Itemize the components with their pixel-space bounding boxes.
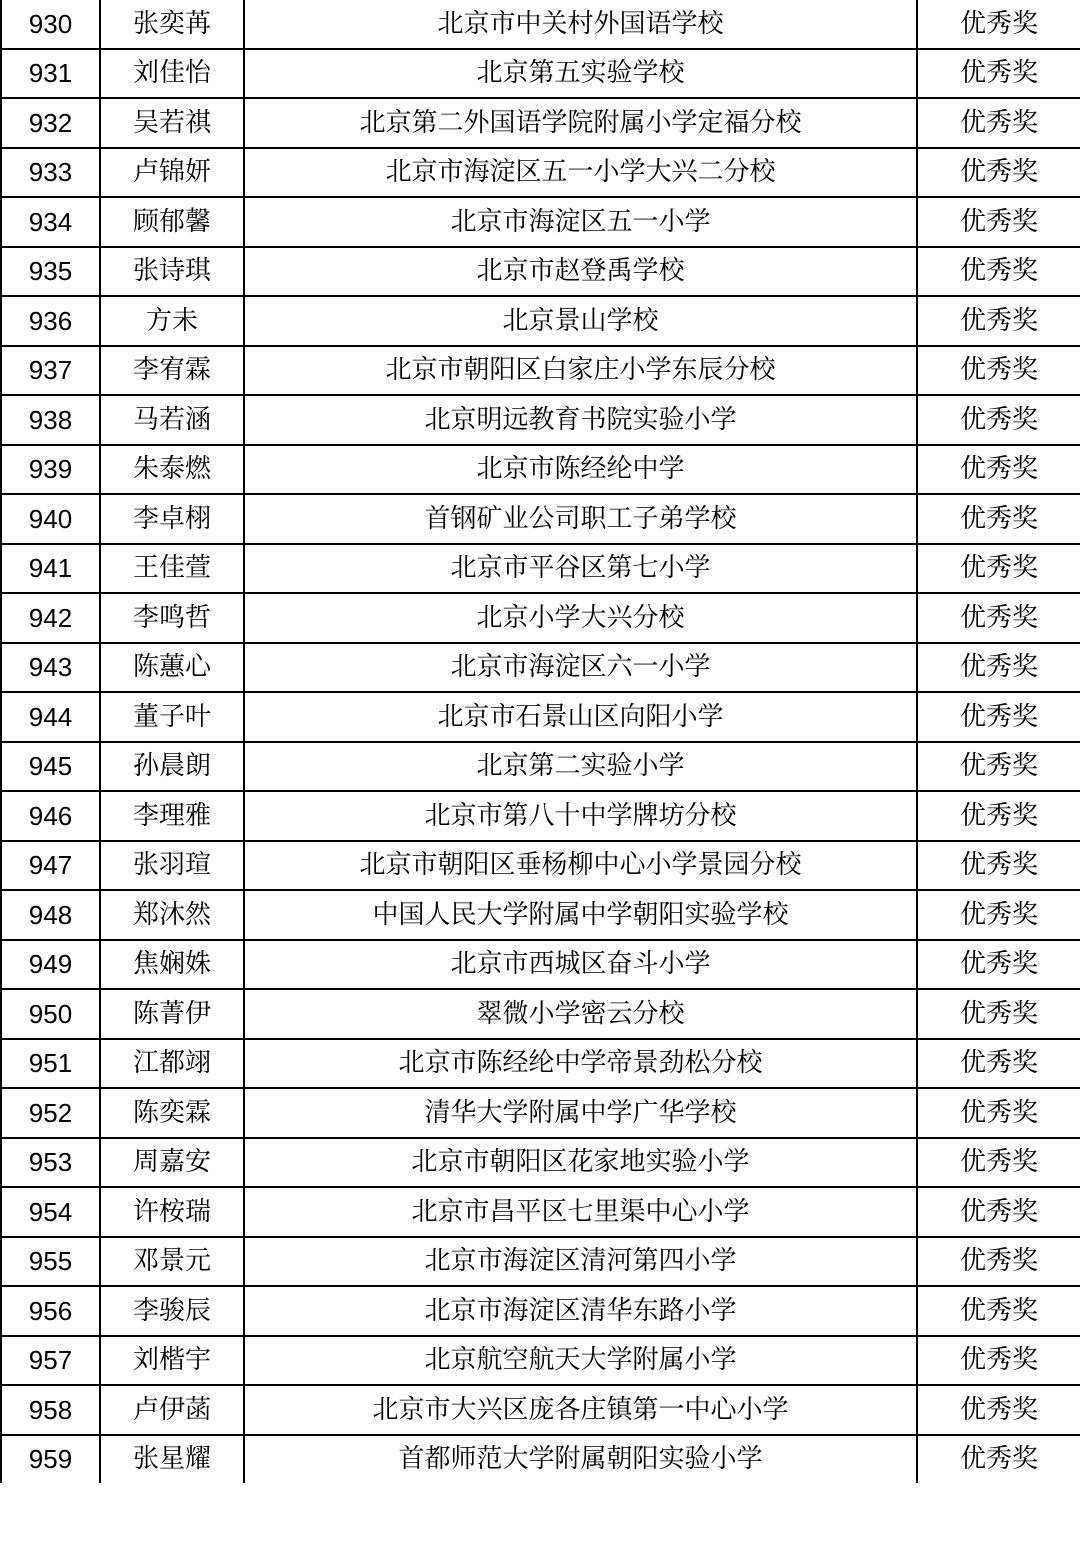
student-name-cell: 李宥霖 — [100, 346, 244, 396]
table-row — [1, 989, 1080, 1039]
award-level-cell: 优秀奖 — [917, 841, 1080, 891]
school-name-cell: 北京市平谷区第七小学 — [244, 544, 917, 594]
award-level-cell: 优秀奖 — [917, 494, 1080, 544]
serial-number-cell: 948 — [1, 890, 100, 940]
student-name-cell: 吴若祺 — [100, 98, 244, 148]
school-name-cell: 中国人民大学附属中学朝阳实验学校 — [244, 890, 917, 940]
serial-number-cell: 953 — [1, 1138, 100, 1188]
student-name-cell: 邓景元 — [100, 1237, 244, 1287]
student-name-cell: 方未 — [100, 296, 244, 346]
serial-number-cell: 954 — [1, 1187, 100, 1237]
award-level-cell: 优秀奖 — [917, 1138, 1080, 1188]
serial-number-cell: 932 — [1, 98, 100, 148]
serial-number-cell: 959 — [1, 1435, 100, 1484]
serial-number-cell: 942 — [1, 593, 100, 643]
student-name-cell: 李鸣哲 — [100, 593, 244, 643]
table-row — [1, 742, 1080, 792]
student-name-cell: 马若涵 — [100, 395, 244, 445]
school-name-cell: 首都师范大学附属朝阳实验小学 — [244, 1435, 917, 1484]
school-name-cell: 北京市朝阳区白家庄小学东辰分校 — [244, 346, 917, 396]
table-row — [1, 98, 1080, 148]
award-level-cell: 优秀奖 — [917, 445, 1080, 495]
table-row — [1, 49, 1080, 99]
school-name-cell: 北京市朝阳区垂杨柳中心小学景园分校 — [244, 841, 917, 891]
serial-number-cell: 955 — [1, 1237, 100, 1287]
serial-number-cell: 950 — [1, 989, 100, 1039]
student-name-cell: 李骏辰 — [100, 1286, 244, 1336]
award-level-cell: 优秀奖 — [917, 643, 1080, 693]
award-level-cell: 优秀奖 — [917, 1286, 1080, 1336]
award-level-cell: 优秀奖 — [917, 742, 1080, 792]
award-level-cell: 优秀奖 — [917, 1435, 1080, 1484]
student-name-cell: 孙晨朗 — [100, 742, 244, 792]
school-name-cell: 北京市海淀区五一小学 — [244, 197, 917, 247]
student-name-cell: 江都翊 — [100, 1039, 244, 1089]
serial-number-cell: 949 — [1, 940, 100, 990]
serial-number-cell: 940 — [1, 494, 100, 544]
serial-number-cell: 956 — [1, 1286, 100, 1336]
student-name-cell: 李理雅 — [100, 791, 244, 841]
table-row — [1, 296, 1080, 346]
award-level-cell: 优秀奖 — [917, 593, 1080, 643]
table-row — [1, 1286, 1080, 1336]
table-row — [1, 890, 1080, 940]
school-name-cell: 翠微小学密云分校 — [244, 989, 917, 1039]
student-name-cell: 卢锦妍 — [100, 148, 244, 198]
table-row — [1, 445, 1080, 495]
table-row — [1, 494, 1080, 544]
student-name-cell: 张星耀 — [100, 1435, 244, 1484]
school-name-cell: 北京第二外国语学院附属小学定福分校 — [244, 98, 917, 148]
award-level-cell: 优秀奖 — [917, 148, 1080, 198]
table-row — [1, 1435, 1080, 1484]
student-name-cell: 陈蕙心 — [100, 643, 244, 693]
school-name-cell: 北京市海淀区清河第四小学 — [244, 1237, 917, 1287]
school-name-cell: 北京市大兴区庞各庄镇第一中心小学 — [244, 1385, 917, 1435]
serial-number-cell: 946 — [1, 791, 100, 841]
serial-number-cell: 957 — [1, 1336, 100, 1386]
award-level-cell: 优秀奖 — [917, 1336, 1080, 1386]
award-level-cell: 优秀奖 — [917, 989, 1080, 1039]
school-name-cell: 清华大学附属中学广华学校 — [244, 1088, 917, 1138]
school-name-cell: 北京第五实验学校 — [244, 49, 917, 99]
table-row — [1, 197, 1080, 247]
school-name-cell: 北京市石景山区向阳小学 — [244, 692, 917, 742]
serial-number-cell: 936 — [1, 296, 100, 346]
award-level-cell: 优秀奖 — [917, 1039, 1080, 1089]
student-name-cell: 顾郁馨 — [100, 197, 244, 247]
table-row — [1, 346, 1080, 396]
award-level-cell: 优秀奖 — [917, 98, 1080, 148]
table-row — [1, 643, 1080, 693]
award-level-cell: 优秀奖 — [917, 544, 1080, 594]
student-name-cell: 李卓栩 — [100, 494, 244, 544]
table-row — [1, 1138, 1080, 1188]
award-level-cell: 优秀奖 — [917, 890, 1080, 940]
serial-number-cell: 933 — [1, 148, 100, 198]
table-row — [1, 0, 1080, 49]
school-name-cell: 北京市中关村外国语学校 — [244, 0, 917, 49]
table-row — [1, 1336, 1080, 1386]
table-row — [1, 395, 1080, 445]
school-name-cell: 北京航空航天大学附属小学 — [244, 1336, 917, 1386]
award-level-cell: 优秀奖 — [917, 296, 1080, 346]
table-row — [1, 1187, 1080, 1237]
school-name-cell: 北京市海淀区六一小学 — [244, 643, 917, 693]
table-row — [1, 1385, 1080, 1435]
serial-number-cell: 939 — [1, 445, 100, 495]
student-name-cell: 张羽瑄 — [100, 841, 244, 891]
table-row — [1, 544, 1080, 594]
student-name-cell: 周嘉安 — [100, 1138, 244, 1188]
award-level-cell: 优秀奖 — [917, 791, 1080, 841]
table-row — [1, 247, 1080, 297]
student-name-cell: 许桉瑞 — [100, 1187, 244, 1237]
student-name-cell: 张诗琪 — [100, 247, 244, 297]
award-level-cell: 优秀奖 — [917, 197, 1080, 247]
award-level-cell: 优秀奖 — [917, 346, 1080, 396]
table-row — [1, 1237, 1080, 1287]
award-level-cell: 优秀奖 — [917, 1088, 1080, 1138]
serial-number-cell: 947 — [1, 841, 100, 891]
table-row — [1, 940, 1080, 990]
school-name-cell: 首钢矿业公司职工子弟学校 — [244, 494, 917, 544]
award-level-cell: 优秀奖 — [917, 395, 1080, 445]
serial-number-cell: 941 — [1, 544, 100, 594]
serial-number-cell: 958 — [1, 1385, 100, 1435]
table-row — [1, 1088, 1080, 1138]
serial-number-cell: 937 — [1, 346, 100, 396]
table-row — [1, 692, 1080, 742]
student-name-cell: 董子叶 — [100, 692, 244, 742]
student-name-cell: 刘佳怡 — [100, 49, 244, 99]
award-level-cell: 优秀奖 — [917, 0, 1080, 49]
student-name-cell: 陈奕霖 — [100, 1088, 244, 1138]
table-row — [1, 841, 1080, 891]
serial-number-cell: 943 — [1, 643, 100, 693]
serial-number-cell: 930 — [1, 0, 100, 49]
school-name-cell: 北京市陈经纶中学 — [244, 445, 917, 495]
student-name-cell: 王佳萱 — [100, 544, 244, 594]
school-name-cell: 北京景山学校 — [244, 296, 917, 346]
student-name-cell: 朱泰燃 — [100, 445, 244, 495]
school-name-cell: 北京市海淀区清华东路小学 — [244, 1286, 917, 1336]
school-name-cell: 北京市海淀区五一小学大兴二分校 — [244, 148, 917, 198]
award-level-cell: 优秀奖 — [917, 1237, 1080, 1287]
serial-number-cell: 944 — [1, 692, 100, 742]
serial-number-cell: 931 — [1, 49, 100, 99]
award-level-cell: 优秀奖 — [917, 940, 1080, 990]
student-name-cell: 郑沐然 — [100, 890, 244, 940]
school-name-cell: 北京市第八十中学牌坊分校 — [244, 791, 917, 841]
serial-number-cell: 935 — [1, 247, 100, 297]
table-row — [1, 791, 1080, 841]
serial-number-cell: 934 — [1, 197, 100, 247]
student-name-cell: 张奕苒 — [100, 0, 244, 49]
student-name-cell: 刘楷宇 — [100, 1336, 244, 1386]
student-name-cell: 卢伊菡 — [100, 1385, 244, 1435]
table-row — [1, 593, 1080, 643]
award-level-cell: 优秀奖 — [917, 1385, 1080, 1435]
student-name-cell: 焦娴姝 — [100, 940, 244, 990]
school-name-cell: 北京市西城区奋斗小学 — [244, 940, 917, 990]
school-name-cell: 北京小学大兴分校 — [244, 593, 917, 643]
award-list-body — [1, 0, 1080, 1483]
student-name-cell: 陈菁伊 — [100, 989, 244, 1039]
table-row — [1, 148, 1080, 198]
award-level-cell: 优秀奖 — [917, 49, 1080, 99]
table-row — [1, 1039, 1080, 1089]
serial-number-cell: 938 — [1, 395, 100, 445]
serial-number-cell: 952 — [1, 1088, 100, 1138]
school-name-cell: 北京第二实验小学 — [244, 742, 917, 792]
award-level-cell: 优秀奖 — [917, 1187, 1080, 1237]
school-name-cell: 北京市陈经纶中学帝景劲松分校 — [244, 1039, 917, 1089]
award-level-cell: 优秀奖 — [917, 692, 1080, 742]
school-name-cell: 北京市昌平区七里渠中心小学 — [244, 1187, 917, 1237]
school-name-cell: 北京市朝阳区花家地实验小学 — [244, 1138, 917, 1188]
school-name-cell: 北京市赵登禹学校 — [244, 247, 917, 297]
serial-number-cell: 951 — [1, 1039, 100, 1089]
school-name-cell: 北京明远教育书院实验小学 — [244, 395, 917, 445]
serial-number-cell: 945 — [1, 742, 100, 792]
award-level-cell: 优秀奖 — [917, 247, 1080, 297]
